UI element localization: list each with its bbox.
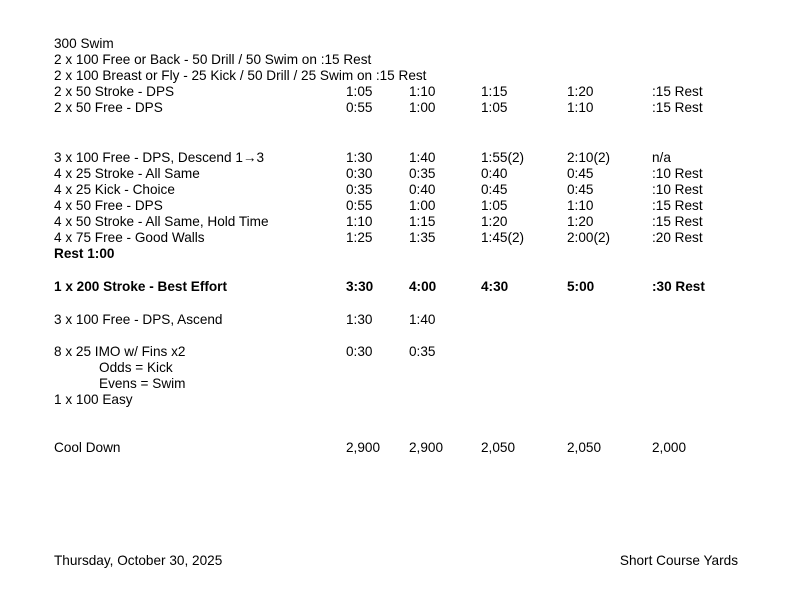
interval-cell: 0:45 — [567, 182, 594, 197]
interval-cell: 0:40 — [481, 166, 508, 181]
line-text: 4 x 50 Stroke - All Same, Hold Time — [54, 214, 269, 229]
interval-cell: 1:05 — [481, 100, 508, 115]
workout-subline — [0, 376, 792, 392]
interval-cell: 4:00 — [409, 279, 437, 294]
line-text: 8 x 25 IMO w/ Fins x2 — [54, 344, 186, 359]
interval-cell: 0:55 — [346, 100, 373, 115]
line-text: 4 x 25 Kick - Choice — [54, 182, 175, 197]
workout-line — [0, 52, 792, 68]
workout-line — [0, 68, 792, 84]
rest-cell: :15 Rest — [652, 100, 703, 115]
total-cell: 2,000 — [652, 440, 687, 455]
interval-cell: 1:05 — [346, 84, 373, 99]
interval-cell: 0:40 — [409, 182, 436, 197]
workout-subline — [0, 360, 792, 376]
total-cell: 2,050 — [481, 440, 516, 455]
interval-cell: 0:30 — [346, 344, 373, 359]
line-text: 1 x 100 Easy — [54, 392, 133, 407]
workout-line — [0, 100, 792, 116]
interval-cell: 2:10(2) — [567, 150, 611, 165]
line-text: Odds = Kick — [99, 360, 173, 375]
interval-cell: 1:30 — [346, 150, 373, 165]
interval-cell: 1:10 — [346, 214, 373, 229]
footer-date: Thursday, October 30, 2025 — [54, 553, 223, 568]
interval-cell: 2:00(2) — [567, 230, 611, 245]
workout-line — [0, 166, 792, 182]
rest-cell: :15 Rest — [652, 84, 703, 99]
interval-cell: 1:20 — [481, 214, 508, 229]
interval-cell: 1:30 — [346, 312, 373, 327]
interval-cell: 0:45 — [481, 182, 508, 197]
line-text: 3 x 100 Free - DPS, Ascend — [54, 312, 223, 327]
workout-line — [0, 198, 792, 214]
line-text: 1 x 200 Stroke - Best Effort — [54, 279, 228, 294]
interval-cell: 1:15 — [481, 84, 508, 99]
interval-cell: 1:15 — [409, 214, 436, 229]
workout-line — [0, 312, 792, 328]
interval-cell: 1:05 — [481, 198, 508, 213]
line-text: 2 x 50 Free - DPS — [54, 100, 163, 115]
interval-cell: 4:30 — [481, 279, 509, 294]
interval-cell: 1:40 — [409, 150, 436, 165]
line-text: 4 x 75 Free - Good Walls — [54, 230, 205, 245]
line-text: 4 x 50 Free - DPS — [54, 198, 163, 213]
workout-line — [0, 230, 792, 246]
interval-cell: 0:55 — [346, 198, 373, 213]
interval-cell: 3:30 — [346, 279, 374, 294]
interval-cell: 0:35 — [409, 344, 436, 359]
interval-cell: 0:35 — [346, 182, 373, 197]
line-text: 4 x 25 Stroke - All Same — [54, 166, 200, 181]
workout-line — [0, 150, 792, 166]
workout-line — [0, 344, 792, 360]
rest-cell: :30 Rest — [652, 279, 705, 294]
interval-cell: 1:40 — [409, 312, 436, 327]
total-cell: 2,050 — [567, 440, 602, 455]
line-text: Evens = Swim — [99, 376, 186, 391]
interval-cell: 0:45 — [567, 166, 594, 181]
line-text: 300 Swim — [54, 36, 114, 51]
rest-cell: n/a — [652, 150, 671, 165]
interval-cell: 1:10 — [567, 100, 594, 115]
interval-cell: 1:25 — [346, 230, 373, 245]
line-text: 3 x 100 Free - DPS, Descend 1→3 — [54, 150, 265, 165]
interval-cell: 0:35 — [409, 166, 436, 181]
interval-cell: 1:35 — [409, 230, 436, 245]
footer-course: Short Course Yards — [619, 553, 738, 568]
interval-cell: 5:00 — [567, 279, 595, 294]
line-text: 2 x 100 Free or Back - 50 Drill / 50 Swim on :15 Rest — [54, 52, 372, 67]
interval-cell: 1:20 — [567, 84, 594, 99]
totals-line — [0, 440, 792, 456]
interval-cell: 1:10 — [409, 84, 436, 99]
line-text: 2 x 50 Stroke - DPS — [54, 84, 175, 99]
line-text: Rest 1:00 — [54, 246, 115, 261]
line-text: Cool Down — [54, 440, 121, 455]
interval-cell: 1:00 — [409, 100, 436, 115]
workout-line — [0, 36, 792, 52]
workout-line — [0, 214, 792, 230]
interval-cell: 1:00 — [409, 198, 436, 213]
interval-cell: 1:10 — [567, 198, 594, 213]
interval-cell: 1:45(2) — [481, 230, 525, 245]
interval-cell: 0:30 — [346, 166, 373, 181]
rest-cell: :15 Rest — [652, 214, 703, 229]
interval-cell: 1:55(2) — [481, 150, 525, 165]
workout-line — [0, 392, 792, 408]
rest-cell: :20 Rest — [652, 230, 703, 245]
total-cell: 2,900 — [346, 440, 381, 455]
rest-line — [0, 246, 792, 262]
total-cell: 2,900 — [409, 440, 444, 455]
workout-line — [0, 84, 792, 100]
workout-line — [0, 279, 792, 295]
rest-cell: :15 Rest — [652, 198, 703, 213]
interval-cell: 1:20 — [567, 214, 594, 229]
line-text: 2 x 100 Breast or Fly - 25 Kick / 50 Drill / 25 Swim on :15 Rest — [54, 68, 427, 83]
workout-line — [0, 182, 792, 198]
rest-cell: :10 Rest — [652, 166, 703, 181]
rest-cell: :10 Rest — [652, 182, 703, 197]
